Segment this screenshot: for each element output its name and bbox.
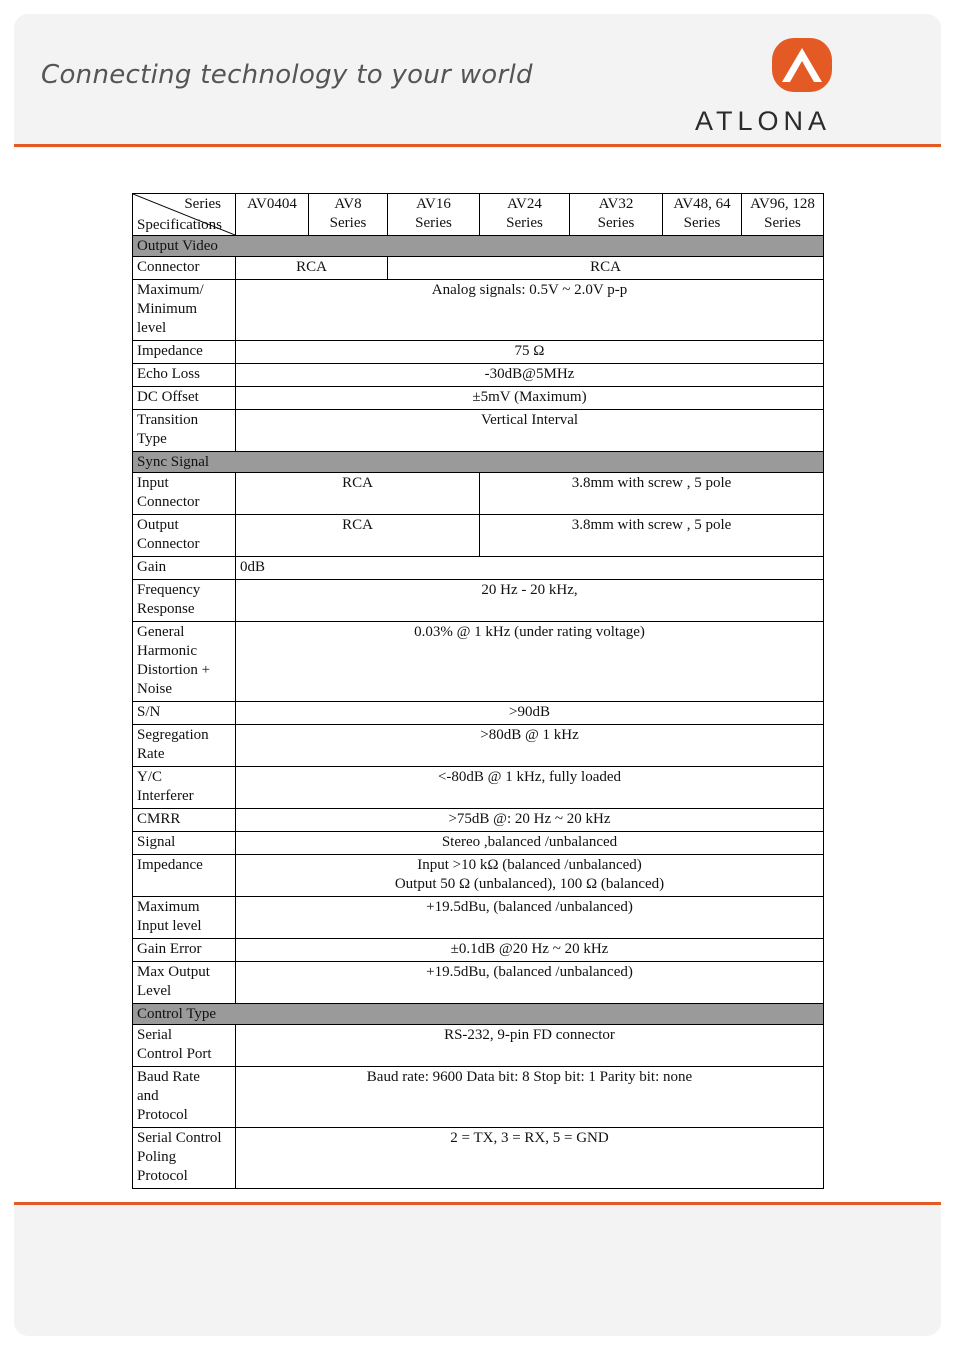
table-row	[133, 387, 824, 410]
row-label: Transition Type	[133, 410, 236, 452]
row-label: Baud Rate and Protocol	[133, 1067, 236, 1128]
cell-value: 0.03% @ 1 kHz (under rating voltage)	[236, 622, 824, 702]
cell-value: RCA	[236, 473, 480, 515]
table-row	[133, 1067, 824, 1128]
row-label: Connector	[133, 257, 236, 280]
corner-specifications-label: Specifications	[137, 217, 222, 233]
column-header: AV24 Series	[480, 194, 570, 236]
cell-value: Input >10 kΩ (balanced /unbalanced) Output 50 Ω (unbalanced), 100 Ω (balanced)	[236, 855, 824, 897]
section-row-output-video	[133, 236, 824, 257]
cell-value: Baud rate: 9600 Data bit: 8 Stop bit: 1 Parity bit: none	[236, 1067, 824, 1128]
column-header: AV8 Series	[309, 194, 388, 236]
row-label: Input Connector	[133, 473, 236, 515]
section-title: Sync Signal	[133, 452, 824, 473]
table-row	[133, 257, 824, 280]
atlona-wordmark	[695, 108, 915, 136]
row-label: Gain Error	[133, 939, 236, 962]
row-label: Echo Loss	[133, 364, 236, 387]
column-header: AV96, 128 Series	[742, 194, 824, 236]
cell-value: +19.5dBu, (balanced /unbalanced)	[236, 897, 824, 939]
table-row	[133, 341, 824, 364]
column-header: AV48, 64 Series	[663, 194, 742, 236]
row-label: Impedance	[133, 341, 236, 364]
section-row-sync-signal	[133, 452, 824, 473]
cell-value: 2 = TX, 3 = RX, 5 = GND	[236, 1128, 824, 1189]
table-row	[133, 897, 824, 939]
cell-value: RCA	[236, 515, 480, 557]
table-header-row	[133, 194, 824, 236]
row-label: S/N	[133, 702, 236, 725]
row-label: Y/C Interferer	[133, 767, 236, 809]
section-title: Control Type	[133, 1004, 824, 1025]
table-row	[133, 702, 824, 725]
row-label: Frequency Response	[133, 580, 236, 622]
row-label: CMRR	[133, 809, 236, 832]
cell-value: <-80dB @ 1 kHz, fully loaded	[236, 767, 824, 809]
row-label: Gain	[133, 557, 236, 580]
table-row	[133, 767, 824, 809]
table-row	[133, 410, 824, 452]
cell-value: >75dB @: 20 Hz ~ 20 kHz	[236, 809, 824, 832]
cell-value: 75 Ω	[236, 341, 824, 364]
row-label: DC Offset	[133, 387, 236, 410]
cell-value: Stereo ,balanced /unbalanced	[236, 832, 824, 855]
specifications-table	[132, 193, 824, 1189]
cell-value: RCA	[388, 257, 824, 280]
cell-value: 3.8mm with screw , 5 pole	[480, 515, 824, 557]
table-row	[133, 1025, 824, 1067]
table-row	[133, 962, 824, 1004]
table-row	[133, 580, 824, 622]
svg-text:ATLONA: ATLONA	[695, 108, 832, 136]
cell-value: ±5mV (Maximum)	[236, 387, 824, 410]
cell-value: >80dB @ 1 kHz	[236, 725, 824, 767]
table-row	[133, 1128, 824, 1189]
cell-value: 20 Hz - 20 kHz,	[236, 580, 824, 622]
row-label: Output Connector	[133, 515, 236, 557]
cell-value: >90dB	[236, 702, 824, 725]
table-row	[133, 622, 824, 702]
tagline: Connecting technology to your world	[41, 60, 533, 90]
row-label: Max Output Level	[133, 962, 236, 1004]
section-row-control-type	[133, 1004, 824, 1025]
row-label: Signal	[133, 832, 236, 855]
atlona-logo-icon	[770, 36, 834, 94]
table-row	[133, 280, 824, 341]
footer-divider	[14, 1202, 941, 1205]
cell-value: RCA	[236, 257, 388, 280]
section-title: Output Video	[133, 236, 824, 257]
row-label: Impedance	[133, 855, 236, 897]
cell-value: ±0.1dB @20 Hz ~ 20 kHz	[236, 939, 824, 962]
cell-value: Vertical Interval	[236, 410, 824, 452]
column-header: AV16 Series	[388, 194, 480, 236]
column-header: AV32 Series	[570, 194, 663, 236]
row-label: General Harmonic Distortion + Noise	[133, 622, 236, 702]
cell-value: 0dB	[236, 557, 824, 580]
corner-series-label: Series	[184, 196, 221, 212]
table-row	[133, 725, 824, 767]
row-label: Serial Control Port	[133, 1025, 236, 1067]
table-row	[133, 855, 824, 897]
row-label: Serial Control Poling Protocol	[133, 1128, 236, 1189]
header-divider	[14, 144, 941, 147]
cell-value: 3.8mm with screw , 5 pole	[480, 473, 824, 515]
row-label: Segregation Rate	[133, 725, 236, 767]
table-row	[133, 939, 824, 962]
table-row	[133, 832, 824, 855]
table-row	[133, 364, 824, 387]
table-row	[133, 557, 824, 580]
row-label: Maximum Input level	[133, 897, 236, 939]
cell-value: RS-232, 9-pin FD connector	[236, 1025, 824, 1067]
corner-cell	[133, 194, 236, 236]
table-row	[133, 515, 824, 557]
column-header: AV0404	[236, 194, 309, 236]
cell-value: -30dB@5MHz	[236, 364, 824, 387]
table-row	[133, 809, 824, 832]
row-label: Maximum/ Minimum level	[133, 280, 236, 341]
cell-value: +19.5dBu, (balanced /unbalanced)	[236, 962, 824, 1004]
cell-value: Analog signals: 0.5V ~ 2.0V p-p	[236, 280, 824, 341]
table-row	[133, 473, 824, 515]
